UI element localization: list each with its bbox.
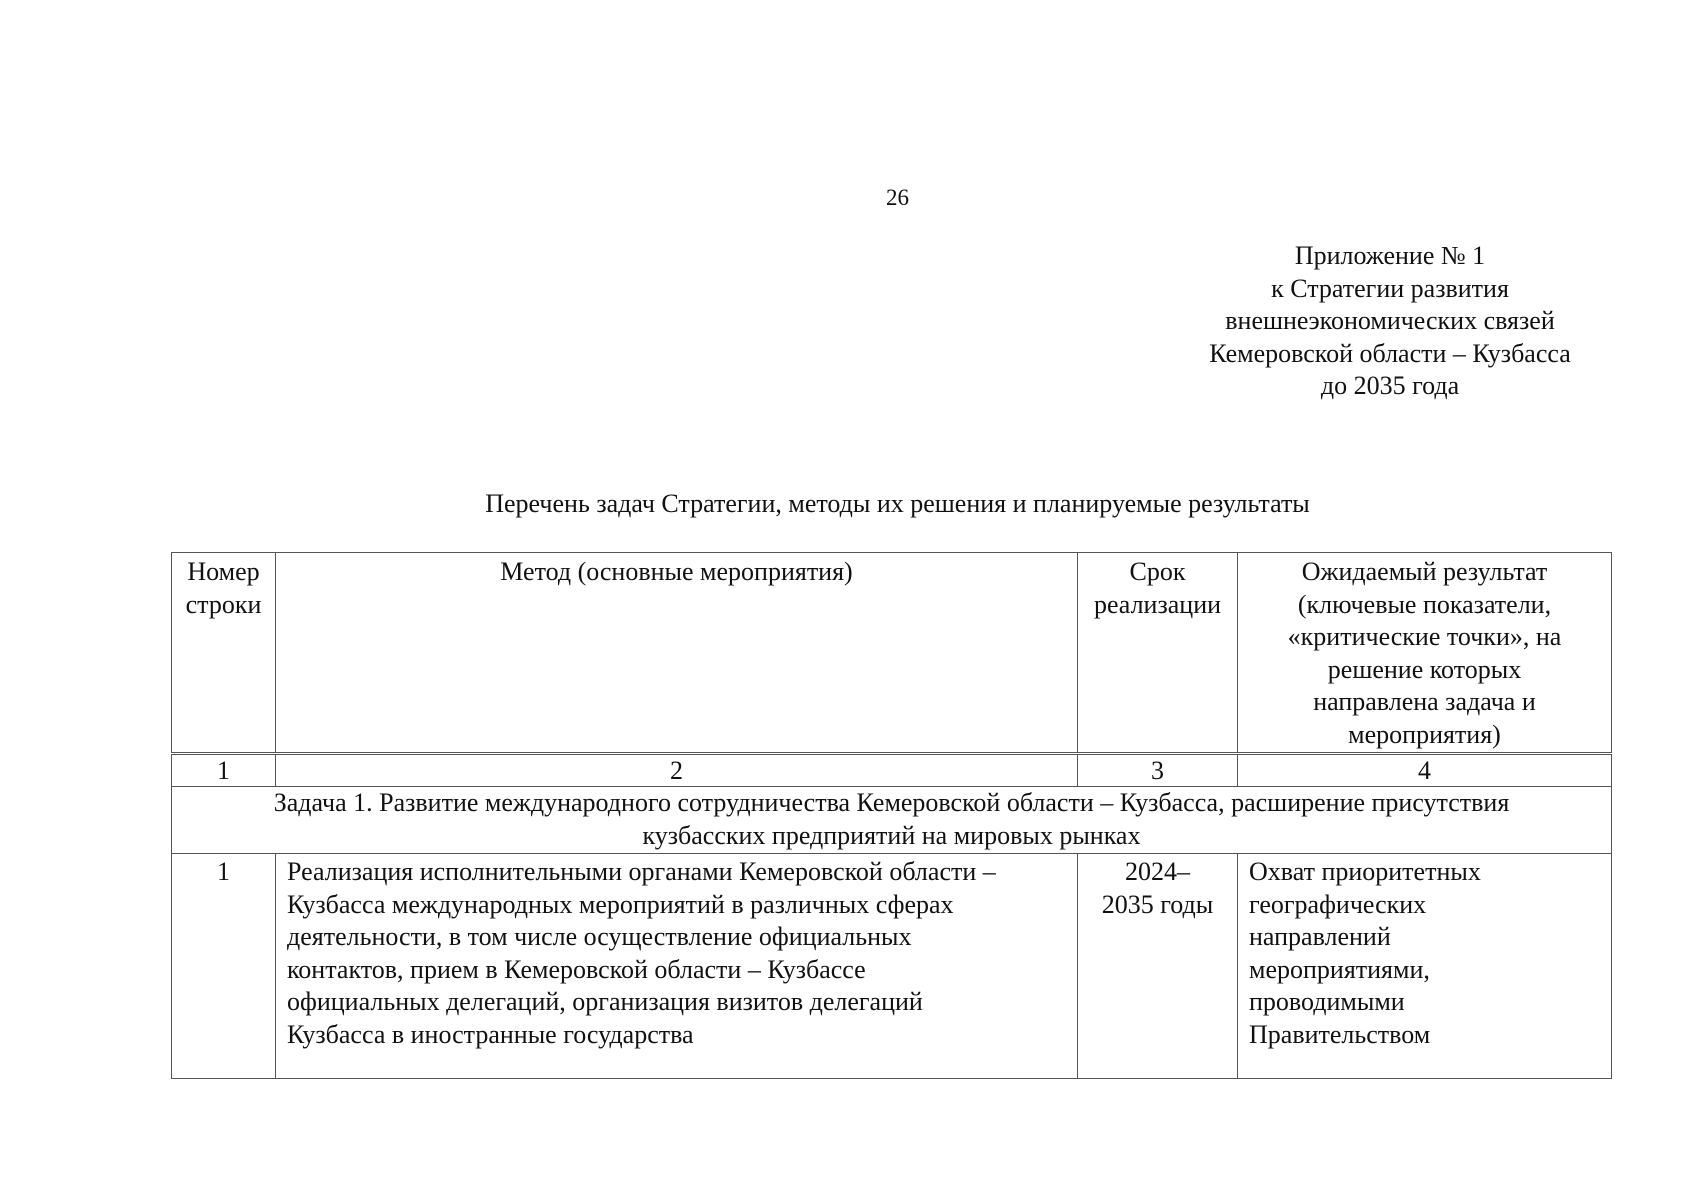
row-method: Реализация исполнительными органами Кемеровской области – Кузбасса международных мероприятий в различных сферах деятельности, в том числе осуществление официальных контактов, прием в Кемеровской области – Кузбассе официальных делегаций, организация визитов делегаций Кузбасса в иностранные государства bbox=[276, 854, 1078, 1079]
page-number: 26 bbox=[886, 185, 909, 210]
column-numbers-row bbox=[172, 754, 1612, 787]
header-term: Срок реализации bbox=[1078, 553, 1238, 754]
column-number: 3 bbox=[1078, 754, 1238, 787]
appendix-line: к Стратегии развития bbox=[1271, 273, 1509, 303]
row-number: 1 bbox=[172, 854, 276, 1079]
column-number: 4 bbox=[1238, 754, 1612, 787]
column-number: 1 bbox=[172, 754, 276, 787]
header-method: Метод (основные мероприятия) bbox=[276, 553, 1078, 754]
appendix-line: до 2035 года bbox=[1320, 371, 1460, 400]
appendix-line: Приложение № 1 bbox=[1294, 241, 1486, 270]
document-title: Перечень задач Стратегии, методы их решения и планируемые результаты bbox=[485, 489, 1310, 518]
appendix-line: Кемеровской области – Кузбасса bbox=[1209, 338, 1571, 368]
table-header-row bbox=[172, 553, 1612, 754]
table-row bbox=[172, 854, 1612, 1079]
row-term: 2024– 2035 годы bbox=[1078, 854, 1238, 1079]
appendix-line: внешнеэкономических связей bbox=[1225, 306, 1555, 335]
task-title: Задача 1. Развитие международного сотрудничества Кемеровской области – Кузбасса, расширение присутствия кузбасских предприятий на мировых рынках bbox=[172, 787, 1612, 854]
row-expected-result: Охват приоритетных географических направлений мероприятиями, проводимыми Правительством bbox=[1238, 854, 1612, 1079]
tasks-table bbox=[171, 552, 1612, 1079]
task-row bbox=[172, 787, 1612, 854]
header-expected-result: Ожидаемый результат (ключевые показатели, «критические точки», на решение которых направлена задача и мероприятия) bbox=[1238, 553, 1612, 754]
column-number: 2 bbox=[276, 754, 1078, 787]
header-row-number: Номер строки bbox=[172, 553, 276, 754]
appendix-block bbox=[1170, 240, 1610, 403]
